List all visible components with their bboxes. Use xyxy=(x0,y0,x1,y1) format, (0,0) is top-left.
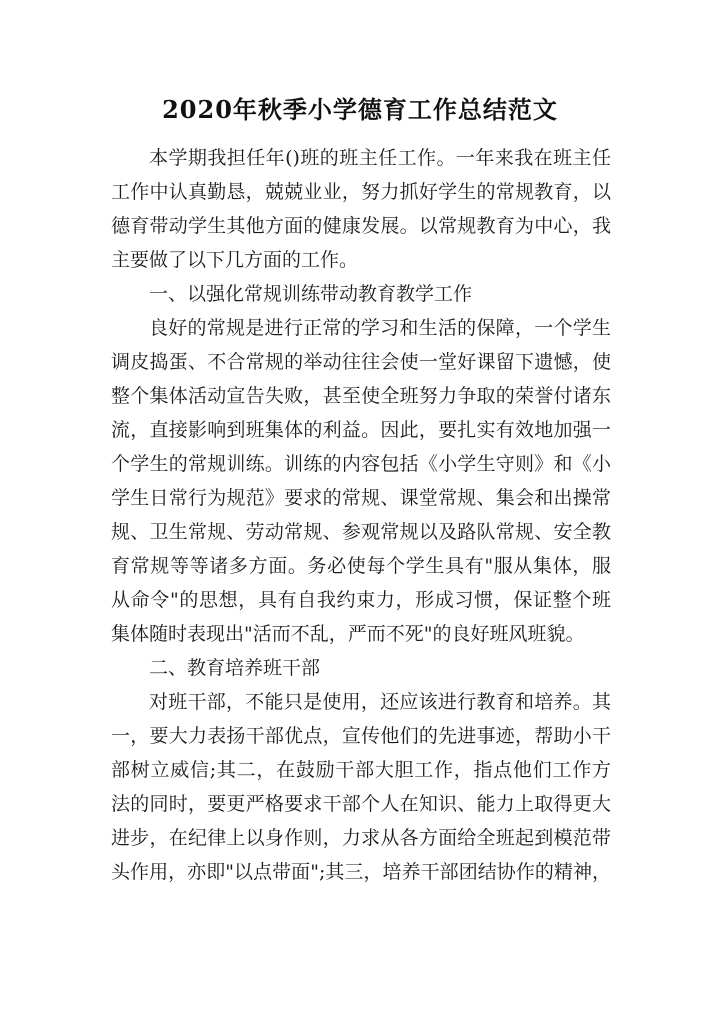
text-line: 主要做了以下几方面的工作。 xyxy=(111,249,359,271)
text-line: 德育带动学生其他方面的健康发展。以常规教育为中心，我 xyxy=(111,215,611,237)
paragraph xyxy=(111,651,611,685)
text-line: 头作用，亦即"以点带面";其三，培养干部团结协作的精神， xyxy=(111,861,611,883)
text-line: 个学生的常规训练。训练的内容包括《小学生守则》和《小 xyxy=(111,453,611,475)
text-line: 整个集体活动宣告失败，甚至使全班努力争取的荣誉付诸东 xyxy=(111,385,611,407)
text-line: 良好的常规是进行正常的学习和生活的保障，一个学生 xyxy=(149,317,611,339)
text-line: 二、教育培养班干部 xyxy=(149,657,321,679)
text-line: 学生日常行为规范》要求的常规、课堂常规、集会和出操常 xyxy=(111,487,611,509)
text-line: 规、卫生常规、劳动常规、参观常规以及路队常规、安全教 xyxy=(111,521,611,543)
text-line: 本学期我担任年()班的班主任工作。一年来我在班主任 xyxy=(149,147,611,169)
paragraph xyxy=(111,685,611,889)
text-line: 集体随时表现出"活而不乱，严而不死"的良好班风班貌。 xyxy=(111,623,585,645)
text-line: 一，要大力表扬干部优点，宣传他们的先进事迹，帮助小干 xyxy=(111,725,611,747)
paragraph xyxy=(111,311,611,651)
text-line: 工作中认真勤恳，兢兢业业，努力抓好学生的常规教育，以 xyxy=(111,181,611,203)
text-line: 一、以强化常规训练带动教育教学工作 xyxy=(149,283,473,305)
paragraph xyxy=(111,141,611,277)
text-line: 进步，在纪律上以身作则，力求从各方面给全班起到模范带 xyxy=(111,827,611,849)
text-line: 部树立威信;其二，在鼓励干部大胆工作，指点他们工作方 xyxy=(111,759,611,781)
text-line: 从命令"的思想，具有自我约束力，形成习惯，保证整个班 xyxy=(111,589,611,611)
text-line: 对班干部，不能只是使用，还应该进行教育和培养。其 xyxy=(149,691,611,713)
text-line: 流，直接影响到班集体的利益。因此，要扎实有效地加强一 xyxy=(111,419,611,441)
text-line: 调皮捣蛋、不合常规的举动往往会使一堂好课留下遗憾，使 xyxy=(111,351,611,373)
document-title: 2020年秋季小学德育工作总结范文 xyxy=(162,95,558,124)
paragraph xyxy=(111,277,611,311)
text-line: 法的同时，要更严格要求干部个人在知识、能力上取得更大 xyxy=(111,793,611,815)
text-line: 育常规等等诸多方面。务必使每个学生具有"服从集体，服 xyxy=(111,555,611,577)
document-body xyxy=(111,141,611,889)
